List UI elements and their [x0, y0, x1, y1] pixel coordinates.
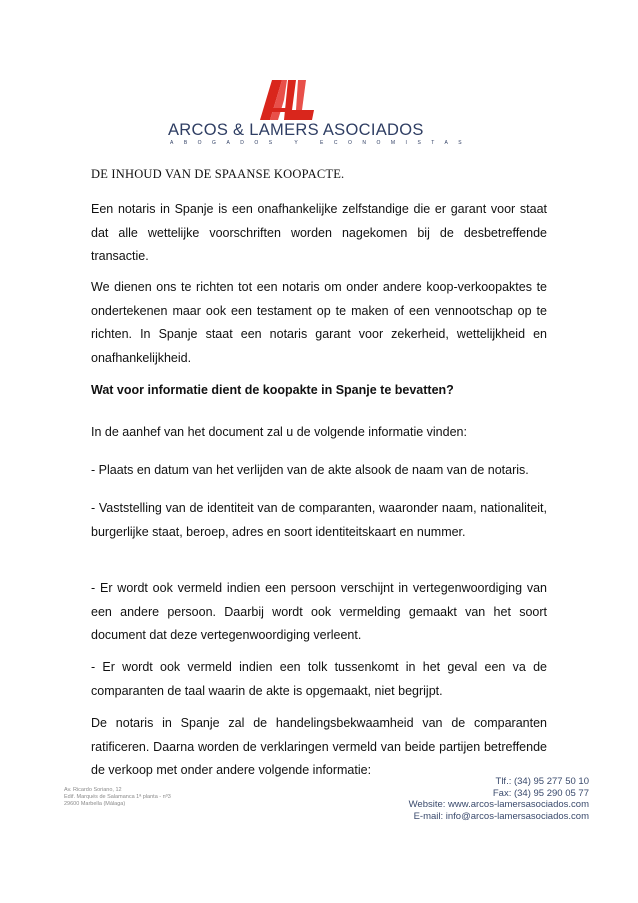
address-line: 29600 Marbella (Málaga) — [64, 801, 126, 807]
company-tagline: ABOGADOS Y ECONOMISTAS — [170, 140, 473, 146]
address-line: Edif. Marqués de Salamanca 1ª planta - nº3 — [64, 794, 171, 800]
al-logo-mark — [260, 76, 326, 120]
list-item-plaats: - Plaats en datum van het verlijden van de akte alsook de naam van de notaris. — [91, 463, 529, 477]
list-item-vertegenwoordiging: - Er wordt ook vermeld indien een persoon verschijnt in vertegenwoordiging van een andere persoon. Daarbij wordt ook vermelding gemaakt van het soort document dat deze vertegenwoordiging verleent. — [91, 581, 547, 643]
list-item-tolk: - Er wordt ook vermeld indien een tolk tussenkomt in het geval een va de comparanten de taal waarin de akte is opgemaakt, niet begrijpt. — [91, 660, 547, 698]
paragraph-notaris: Een notaris in Spanje is een onafhankelijke zelfstandige die er garant voor staat dat alle wettelijke voorschriften worden nagekomen bij de desbetreffende transactie. — [91, 202, 547, 264]
phone-number: Tlf.: (34) 95 277 50 10 — [495, 776, 589, 787]
paragraph-richten: We dienen ons te richten tot een notaris om onder andere koop-verkoopaktes te ondertekenen maar ook een testament op te maken of een vennootschap op te richten. In Spanje staat een notaris garant voor zekerheid, wettelijkheid en onafhankelijkheid. — [91, 280, 547, 365]
email-link[interactable]: E-mail: info@arcos-lamersasociados.com — [413, 810, 589, 822]
address-line: Av. Ricardo Soriano, 12 — [64, 787, 122, 793]
fax-number: Fax: (34) 95 290 05 77 — [492, 787, 589, 799]
footer-address — [64, 787, 171, 808]
company-name: ARCOS & LAMERS ASOCIADOS — [168, 121, 424, 139]
footer-contact — [409, 776, 589, 822]
paragraph-ratificeren: De notaris in Spanje zal de handelingsbekwaamheid van de comparanten ratificeren. Daarna worden de verklaringen vermeld van beide partijen betreffende de verkoop met onder andere volgende informatie: — [91, 716, 547, 778]
section-heading: Wat voor informatie dient de koopakte in Spanje te bevatten? — [91, 383, 454, 397]
document-title: DE INHOUD VAN DE SPAANSE KOOPACTE. — [91, 167, 345, 181]
website-link[interactable]: Website: www.arcos-lamersasociados.com — [408, 799, 589, 810]
list-item-identiteit: - Vaststelling van de identiteit van de comparanten, waaronder naam, nationaliteit, burgerlijke staat, beroep, adres en soort identiteitskaart en nummer. — [91, 501, 547, 539]
paragraph-aanhef: In de aanhef van het document zal u de volgende informatie vinden: — [91, 425, 467, 439]
